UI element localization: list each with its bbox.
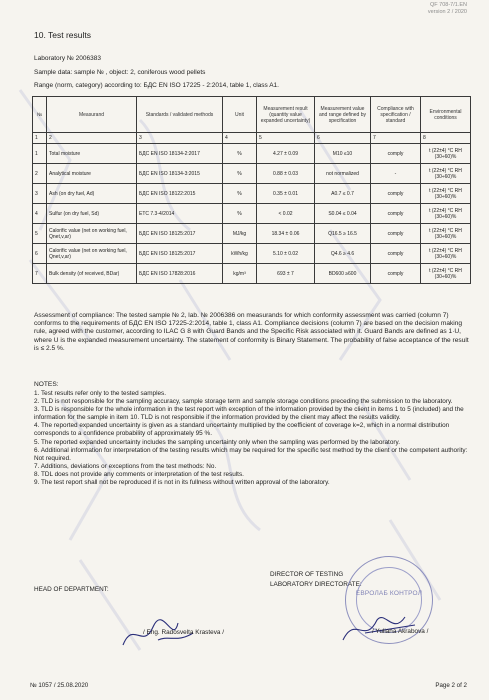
- assessment-paragraph: Assessment of compliance: The tested sample № 2, lab. № 2006386 on measurands for which conformity assessment was carried (column 7) conforms to the requirements of БДС EN ISO 17225-2:2014, table 1, class A1. Compliance decisions (column 7) are based on the decision making rule, agreed with the customer, according to ILAC G 8 with Guard Bands and the Specific Risk associated with it. Guard Bands are defined as 1·U, where U is the expanded measurement uncertainty. The statement of conformity is Binary Statement. The probability of false acceptance of the result is ≤ 2.5 %.: [34, 312, 469, 352]
- spec: S0.04 ≤ 0.04: [315, 204, 371, 224]
- note-item: 3. TLD is responsible for the whole information in the test report with exception of the information provided by the client in items 1 to 5 (included) and the information for the sample in item 10. TLD is not responsible if the information provided by the client may affect the results validity.: [34, 406, 464, 422]
- row-number: 1: [33, 144, 47, 164]
- row-number: 6: [33, 244, 47, 264]
- table-row: [33, 164, 471, 184]
- measurand: Total moisture: [47, 144, 137, 164]
- notes-title: NOTES:: [34, 381, 59, 388]
- measurand: Calorific value (net on working fuel, Qnet,v,ar): [47, 224, 137, 244]
- spec: BD600 ≥600: [315, 264, 371, 284]
- standard: БДС EN ISO 18134-3:2015: [137, 164, 223, 184]
- table-row: [33, 264, 471, 284]
- compliance: -: [371, 164, 421, 184]
- directorate-label: LABORATORY DIRECTORATE:: [270, 581, 362, 588]
- section-title: 10. Test results: [34, 30, 92, 40]
- column-header: Measurand: [47, 97, 137, 133]
- unit: kWh/kg: [223, 244, 257, 264]
- column-header: Unit: [223, 97, 257, 133]
- note-item: 5. The reported expanded uncertainty includes the sampling uncertainty only when the sampling was performed by the laboratory.: [34, 438, 401, 446]
- row-number: 5: [33, 224, 47, 244]
- results-table: [32, 96, 471, 284]
- compliance: comply: [371, 184, 421, 204]
- head-signatory-name: / Eng. Radosvelta Krasteva /: [143, 629, 224, 636]
- compliance: comply: [371, 244, 421, 264]
- range-norm: Range (norm, category) according to: БДС EN ISO 17225 - 2:2014, table 1, class A1.: [34, 82, 279, 89]
- table-row: [33, 204, 471, 224]
- spec: not normalized: [315, 164, 371, 184]
- standard: БДС EN ISO 18125:2017: [137, 224, 223, 244]
- column-number: 7: [371, 133, 421, 144]
- standard: БДС EN ISO 18122:2015: [137, 184, 223, 204]
- column-number: 8: [421, 133, 471, 144]
- result: 18.34 ± 0.06: [257, 224, 315, 244]
- measurand: Sulfur (on dry fuel, Sd): [47, 204, 137, 224]
- note-item: 2. TLD is not responsible for the sampling accuracy, sample storage term and sample storage conditions preceding the submission to the laboratory.: [34, 398, 453, 406]
- unit: MJ/kg: [223, 224, 257, 244]
- page-indicator: Page 2 of 2: [435, 682, 467, 689]
- compliance: comply: [371, 264, 421, 284]
- note-item: 9. The test report shall not be reproduced if is not in its fullness without written approval of the laboratory.: [34, 479, 330, 487]
- column-number: 3: [137, 133, 223, 144]
- measurand: Calorific value (net on working fuel, Qnet,v,ar): [47, 244, 137, 264]
- measurand: Ash (on dry fuel, Ad): [47, 184, 137, 204]
- column-header: №: [33, 97, 47, 133]
- spec: Q4.6 ≥ 4.6: [315, 244, 371, 264]
- result: 0.35 ± 0.01: [257, 184, 315, 204]
- spec: Q16.5 ≥ 16.5: [315, 224, 371, 244]
- form-header: [428, 2, 467, 15]
- unit: %: [223, 184, 257, 204]
- column-number: 4: [223, 133, 257, 144]
- table-row: [33, 224, 471, 244]
- table-header-row: [33, 97, 471, 133]
- env: t (22±4) °C RH (30÷60)%: [421, 184, 471, 204]
- standard: ETC 7.3-4/2014: [137, 204, 223, 224]
- note-item: 4. The reported expanded uncertainty is given as a standard uncertainty multiplied by the coefficient of coverage k=2, which in a normal distribution corresponds to a confidence probability of approximately 95 %.: [34, 422, 450, 438]
- column-number: 6: [315, 133, 371, 144]
- result: 5.10 ± 0.02: [257, 244, 315, 264]
- compliance: comply: [371, 204, 421, 224]
- form-version: version 2 / 2020: [427, 8, 467, 15]
- env: t (22±4) °C RH (30÷60)%: [421, 244, 471, 264]
- result: 693 ± 7: [257, 264, 315, 284]
- env: t (22±4) °C RH (30÷60)%: [421, 204, 471, 224]
- note-item: 8. TDL does not provide any comments or interpretation of the test results.: [34, 470, 244, 478]
- compliance: comply: [371, 144, 421, 164]
- column-number: 1: [33, 133, 47, 144]
- stamp-text: ЕВРОЛАБ КОНТРОЛ: [355, 590, 423, 597]
- document-number: № 1057 / 25.08.2020: [30, 682, 89, 689]
- head-of-department-label: HEAD OF DEPARTMENT:: [34, 586, 109, 593]
- compliance: comply: [371, 224, 421, 244]
- row-number: 7: [33, 264, 47, 284]
- column-header: Measurement value and range defined by specification: [315, 97, 371, 133]
- form-code: QF 708-7/1.EN: [430, 2, 467, 8]
- unit: %: [223, 164, 257, 184]
- column-number: 5: [257, 133, 315, 144]
- note-item: 1. Test results refer only to the tested samples.: [34, 390, 167, 397]
- column-header: Standards / validated methods: [137, 97, 223, 133]
- column-number: 2: [47, 133, 137, 144]
- table-row: [33, 184, 471, 204]
- spec: M10 ≤10: [315, 144, 371, 164]
- env: t (22±4) °C RH (30÷60)%: [421, 264, 471, 284]
- spec: A0.7 ≤ 0.7: [315, 184, 371, 204]
- unit: %: [223, 204, 257, 224]
- column-number-row: [33, 133, 471, 144]
- measurand: Bulk density (of received, BDar): [47, 264, 137, 284]
- env: t (22±4) °C RH (30÷60)%: [421, 224, 471, 244]
- standard: БДС EN ISO 17828:2016: [137, 264, 223, 284]
- measurand: Analytical moisture: [47, 164, 137, 184]
- table-row: [33, 144, 471, 164]
- column-header: Measurement result (quantity value expanded uncertainty): [257, 97, 315, 133]
- row-number: 2: [33, 164, 47, 184]
- column-header: Compliance with specification / standard: [371, 97, 421, 133]
- standard: БДС EN ISO 18134-2:2017: [137, 144, 223, 164]
- note-item: 7. Additions, deviations or exceptions from the test methods: No.: [34, 462, 217, 470]
- result: < 0.02: [257, 204, 315, 224]
- env: t (22±4) °C RH (30÷60)%: [421, 164, 471, 184]
- row-number: 3: [33, 184, 47, 204]
- result: 0.88 ± 0.03: [257, 164, 315, 184]
- column-header: Environmental conditions: [421, 97, 471, 133]
- director-signatory-name: / Yuliana Akrabova /: [372, 628, 429, 635]
- standard: БДС EN ISO 18125:2017: [137, 244, 223, 264]
- result: 4.27 ± 0.09: [257, 144, 315, 164]
- row-number: 4: [33, 204, 47, 224]
- notes-list: [34, 390, 470, 487]
- unit: kg/m³: [223, 264, 257, 284]
- sample-data: Sample data: sample № , object: 2, coniferous wood pellets: [34, 69, 206, 76]
- env: t (22±4) °C RH (30÷60)%: [421, 144, 471, 164]
- note-item: 6. Additional information for interpretation of the testing results which may be required for the specific test method by the client or the competent authority: Not required.: [34, 446, 468, 462]
- table-row: [33, 244, 471, 264]
- lab-number: Laboratory № 2006383: [34, 55, 101, 62]
- director-label: DIRECTOR OF TESTING: [270, 571, 344, 578]
- unit: %: [223, 144, 257, 164]
